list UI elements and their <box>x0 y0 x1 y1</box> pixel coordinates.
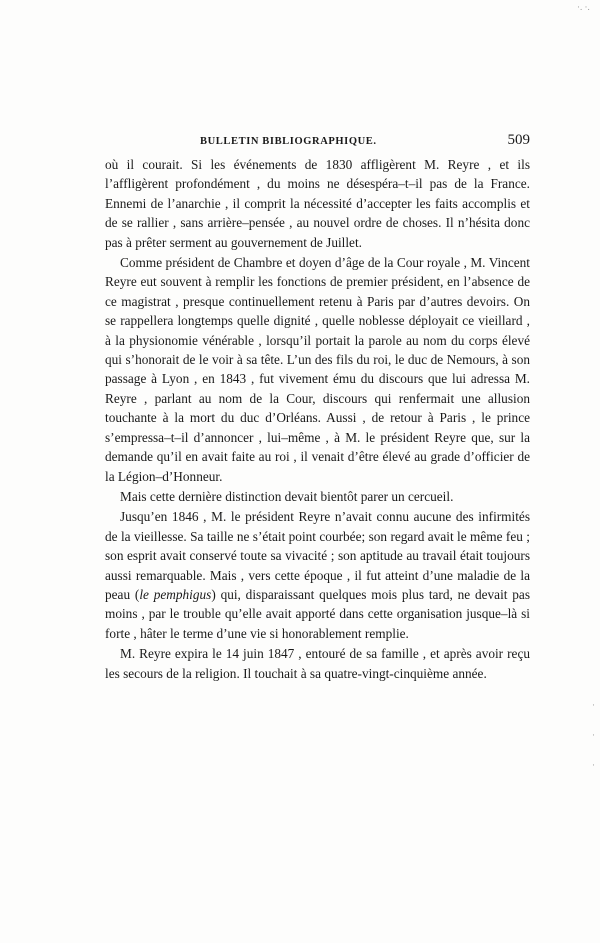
body-text <box>105 155 530 683</box>
page-header <box>105 134 530 152</box>
paragraph-4-text-a: Jusqu’en 1846 , M. le président Reyre n’avait connu aucune des infirmités de la vieillesse. Sa taille ne s’était point courbée; son regard avait le même feu ; son esprit avait conservé toute sa vivacité ; son aptitude au travail était toujours aussi remarquable. Mais , vers cette époque , il fut atteint d’une maladie de la peau ( <box>105 509 530 602</box>
scan-speck: · <box>592 730 595 740</box>
running-head: BULLETIN BIBLIOGRAPHIQUE. <box>200 136 377 147</box>
paragraph-1: où il courait. Si les événements de 1830 affligèrent M. Reyre , et ils l’affligèrent profondément , du moins ne désespéra–t–il pas de la France. Ennemi de l’anarchie , il comprit la nécessité d’accepter les faits accomplis et de se rallier , sans arrière–pensée , au nouvel ordre de choses. Il n’hésita donc pas à prêter serment au gouvernement de Juillet. <box>105 157 530 250</box>
scan-speck: · <box>592 700 595 710</box>
paragraph-5: M. Reyre expira le 14 juin 1847 , entouré de sa famille , et après avoir reçu les secours de la religion. Il touchait à sa quatre-vingt-cinquième année. <box>105 646 530 681</box>
scan-speck: ·. ·. <box>577 2 590 12</box>
page-number: 509 <box>507 132 530 148</box>
paragraph-4-italic: le pemphigus <box>139 586 212 602</box>
scan-speck: · <box>592 760 595 770</box>
paragraph-4-text-b: ) qui, disparaissant quelques mois plus tard, ne devait pas moins , par le trouble qu’elle avait apporté dans cette organisation jusque–là si forte , hâter le terme d’une vie si honorablement remplie. <box>105 586 530 641</box>
paragraph-2: Comme président de Chambre et doyen d’âge de la Cour royale , M. Vincent Reyre eut souvent à remplir les fonctions de premier président, en l’absence de ce magistrat , presque continuellement retenu à Paris par d’autres devoirs. On se rappellera longtemps quelle dignité , quelle noblesse déployait ce vieillard , à la physionomie vénérable , lorsqu’il portait la parole au nom du corps élevé qui s’honorait de le voir à sa tête. L’un des fils du roi, le duc de Nemours, à son passage à Lyon , en 1843 , fut vivement ému du discours que lui adressa M. Reyre , parlant au nom de la Cour, discours qui renfermait une allusion touchante à la mort du duc d’Orléans. Aussi , de retour à Paris , le prince s’empressa–t–il d’annoncer , lui–même , à M. le président Reyre que, sur la demande qu’il en avait faite au roi , il venait d’être élevé au grade d’officier de la Légion–d’Honneur. <box>105 255 530 484</box>
paragraph-4 <box>105 507 530 643</box>
paragraph-3: Mais cette dernière distinction devait bientôt parer un cercueil. <box>120 488 454 504</box>
